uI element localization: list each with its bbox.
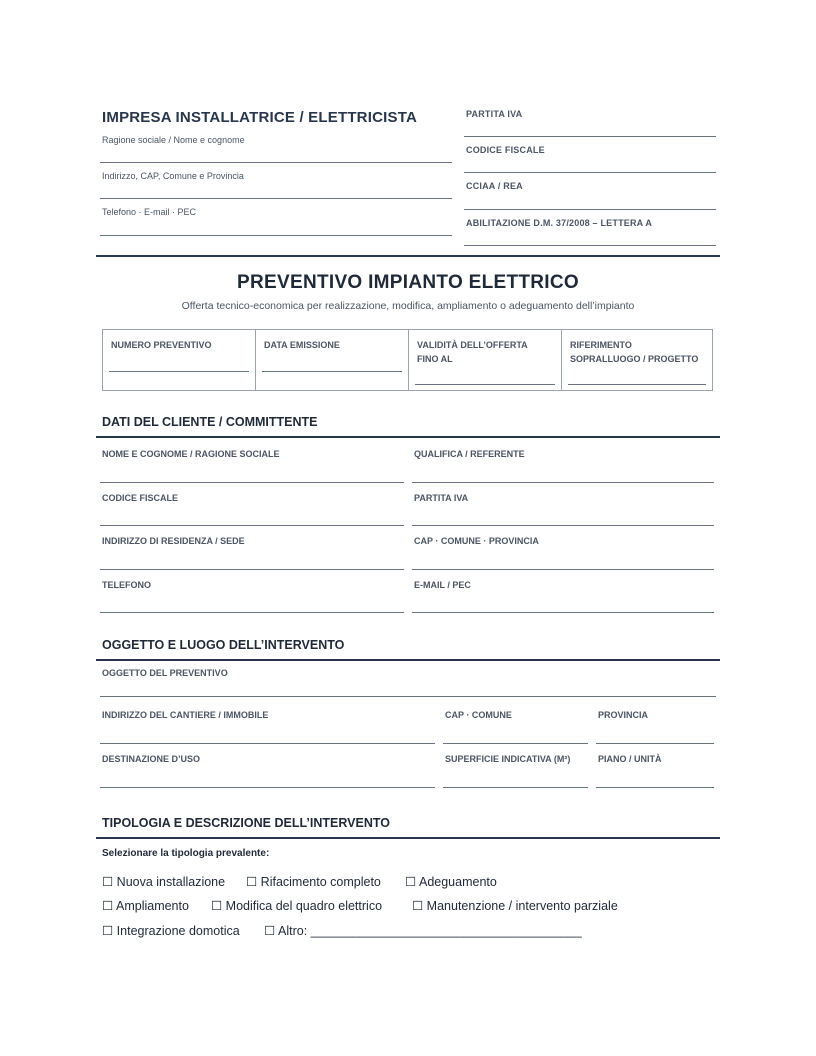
site-address-line[interactable] [100,743,435,744]
site-province-label: PROVINCIA [598,710,649,720]
meta-reference-label: RIFERIMENTO SOPRALLUOGO / PROGETTO [570,340,699,364]
use-line[interactable] [100,787,435,788]
site-cap-line[interactable] [443,743,588,744]
option-panel-modification[interactable]: ☐ Modifica del quadro elettrico [211,899,383,913]
type-section-title: TIPOLOGIA E DESCRIZIONE DELL’INTERVENTO [102,816,390,830]
meta-cell-reference [562,330,712,390]
client-address-line[interactable] [100,569,404,570]
floor-label: PIANO / UNITÀ [598,754,662,764]
meta-number-label: NUMERO PREVENTIVO [111,340,212,350]
option-extension[interactable]: ☐ Ampliamento [102,899,189,913]
client-section-title: DATI DEL CLIENTE / COMMITTENTE [102,415,318,429]
quote-meta-box [102,329,713,391]
client-phone-label: TELEFONO [102,580,151,590]
company-title: IMPRESA INSTALLATRICE / ELETTRICISTA [102,109,417,126]
vat-label: PARTITA IVA [466,109,523,119]
client-cap-label: CAP · COMUNE · PROVINCIA [414,536,539,546]
meta-number-line[interactable] [109,371,249,372]
option-full-rebuild[interactable]: ☐ Rifacimento completo [246,875,381,889]
floor-line[interactable] [596,787,714,788]
client-email-line[interactable] [412,612,714,613]
type-section-divider [96,837,720,839]
meta-reference-line[interactable] [568,384,706,385]
document-subtitle: Offerta tecnico-economica per realizzazione, modifica, ampliamento o adeguamento dell’impianto [181,300,635,312]
client-vat-line[interactable] [412,525,714,526]
use-label: DESTINAZIONE D’USO [102,754,201,764]
meta-date-line[interactable] [262,371,402,372]
client-section-divider [96,436,720,438]
tax-code-line[interactable] [464,172,716,173]
option-maintenance[interactable]: ☐ Manutenzione / intervento parziale [412,899,618,913]
client-name-label: NOME E COGNOME / RAGIONE SOCIALE [102,449,280,459]
object-section-title: OGGETTO E LUOGO DELL’INTERVENTO [102,638,345,652]
license-line[interactable] [464,245,716,246]
client-email-label: E-MAIL / PEC [414,580,471,590]
company-name-label: Ragione sociale / Nome e cognome [102,135,245,145]
site-address-label: INDIRIZZO DEL CANTIERE / IMMOBILE [102,710,269,720]
subject-label: OGGETTO DEL PREVENTIVO [102,668,228,678]
company-address-label: Indirizzo, CAP, Comune e Provincia [102,171,244,181]
option-home-automation[interactable]: ☐ Integrazione domotica [102,924,240,938]
type-intro: Selezionare la tipologia prevalente: [102,848,270,859]
meta-cell-validity [409,330,562,390]
client-vat-label: PARTITA IVA [414,493,469,503]
meta-validity-label: VALIDITÀ DELL’OFFERTA FINO AL [417,340,528,364]
client-tax-code-line[interactable] [100,525,404,526]
client-role-label: QUALIFICA / REFERENTE [414,449,525,459]
meta-cell-number [103,330,256,390]
header-divider [96,255,720,257]
site-province-line[interactable] [596,743,714,744]
client-role-line[interactable] [412,482,714,483]
meta-cell-date [256,330,409,390]
company-name-line[interactable] [100,162,452,163]
meta-validity-line[interactable] [415,384,555,385]
tax-code-label: CODICE FISCALE [466,145,545,155]
client-name-line[interactable] [100,482,404,483]
company-contacts-label: Telefono · E-mail · PEC [102,207,197,217]
subject-line[interactable] [100,696,716,697]
client-address-label: INDIRIZZO DI RESIDENZA / SEDE [102,536,245,546]
license-label: ABILITAZIONE D.M. 37/2008 – LETTERA A [466,218,653,228]
document-title: PREVENTIVO IMPIANTO ELETTRICO [237,272,579,293]
option-new-installation[interactable]: ☐ Nuova installazione [102,875,226,889]
client-tax-code-label: CODICE FISCALE [102,493,179,503]
cciaa-label: CCIAA / REA [466,181,523,191]
area-line[interactable] [443,787,588,788]
option-upgrade[interactable]: ☐ Adeguamento [405,875,497,889]
area-label: SUPERFICIE INDICATIVA (M²) [445,754,571,764]
option-other[interactable]: ☐ Altro: _______________________________________ [264,924,582,938]
meta-date-label: DATA EMISSIONE [264,340,340,350]
site-cap-label: CAP · COMUNE [445,710,512,720]
vat-line[interactable] [464,136,716,137]
client-cap-line[interactable] [412,569,714,570]
cciaa-line[interactable] [464,209,716,210]
object-section-divider [96,659,720,661]
company-address-line[interactable] [100,198,452,199]
company-contacts-line[interactable] [100,235,452,236]
client-phone-line[interactable] [100,612,404,613]
